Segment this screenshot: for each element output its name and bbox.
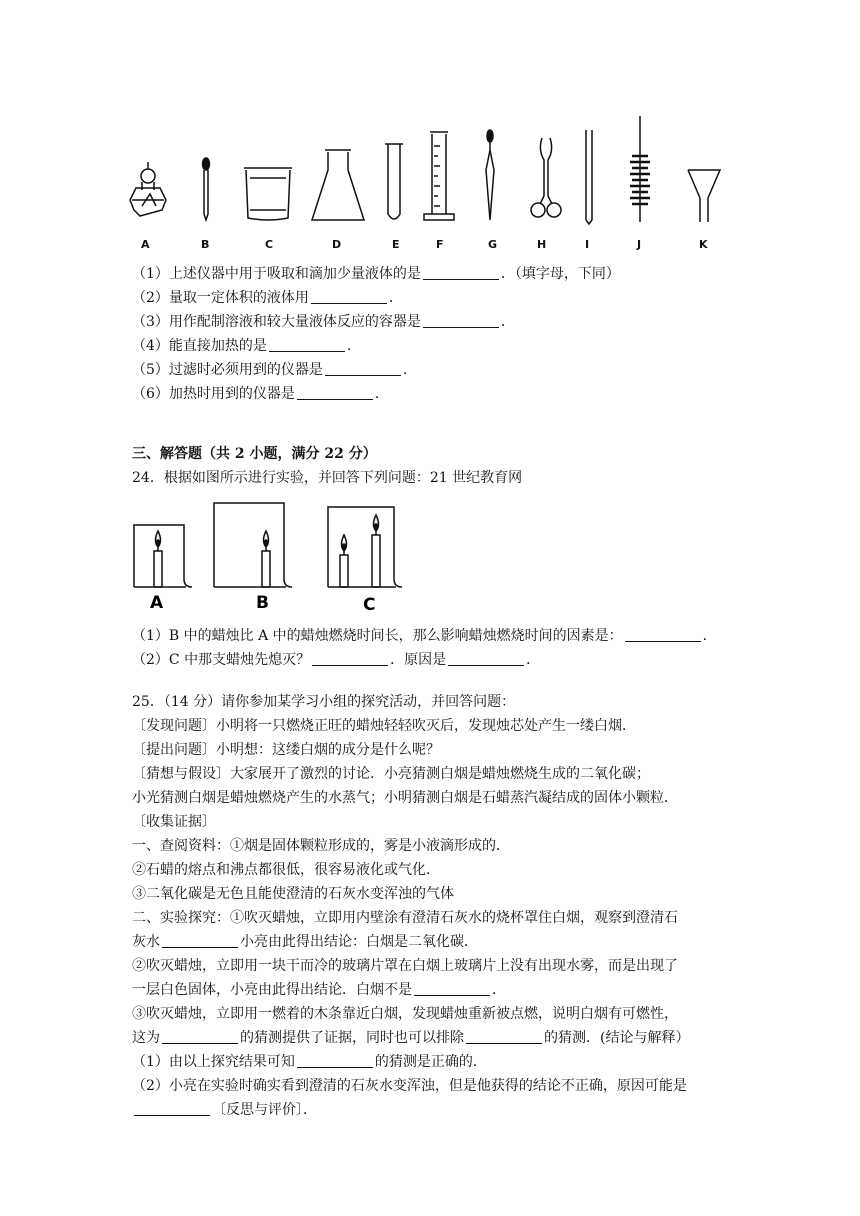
answer-blank[interactable] (297, 1053, 373, 1068)
apparatus-label-j: J (637, 238, 642, 251)
answer-blank[interactable] (423, 313, 499, 328)
lab-apparatus-figure (120, 110, 740, 260)
q25-line: 一层白色固体，小亮由此得出结论．白烟不是 ． (132, 982, 506, 998)
figure-label-a: A (150, 593, 164, 613)
answer-blank[interactable] (162, 1029, 238, 1044)
q25-line: ②吹灭蜡烛，立即用一块干而冷的玻璃片罩在白烟上玻璃片上没有出现水雾，而是出现了 (132, 958, 678, 974)
answer-blank[interactable] (423, 265, 499, 280)
apparatus-label-g: G (488, 238, 498, 251)
answer-blank[interactable] (414, 981, 490, 996)
q23-item-3: （3）用作配制溶液和较大量液体反应的容器是 ． (132, 314, 515, 330)
q25-line: 〔猜想与假设〕大家展开了激烈的讨论．小亮猜测白烟是蜡烛燃烧生成的二氧化碳； (132, 766, 650, 782)
q23-item-1: （1）上述仪器中用于吸取和滴加少量液体的是 ．（填字母，下同） (132, 266, 620, 282)
q23-item-6: （6）加热时用到的仪器是 ． (132, 386, 389, 402)
q25-line: 灰水 小亮由此得出结论：白烟是二氧化碳． (132, 934, 478, 950)
answer-blank[interactable] (134, 1101, 210, 1116)
beaker-icon (244, 168, 292, 220)
q24-stem: 24．根据如图所示进行实验，并回答下列问题：21 世纪教育网 (132, 470, 523, 486)
answer-blank[interactable] (311, 289, 387, 304)
q23-item-2: （2）量取一定体积的液体用 ． (132, 290, 403, 306)
answer-blank[interactable] (297, 385, 373, 400)
apparatus-label-k: K (699, 238, 708, 251)
answer-blank[interactable] (325, 361, 401, 376)
apparatus-label-c: C (265, 238, 274, 251)
q25-line: 〔收集证据〕 (132, 814, 216, 830)
q25-line: 〔发现问题〕小明将一只燃烧正旺的蜡烛轻轻吹灭后，发现烛芯处产生一缕白烟． (132, 718, 636, 734)
q23-item-4: （4）能直接加热的是 ． (132, 338, 361, 354)
q25-line: 〔反思与评价〕． (132, 1100, 317, 1120)
q25-line: 〔提出问题〕小明想：这缕白烟的成分是什么呢？ (132, 742, 440, 758)
answer-blank[interactable] (448, 651, 524, 666)
q25-line: 小光猜测白烟是蜡烛燃烧产生的水蒸气；小明猜测白烟是石蜡蒸汽凝结成的固体小颗粒． (132, 790, 678, 806)
q25-line: ③吹灭蜡烛，立即用一燃着的木条靠近白烟，发现蜡烛重新被点燃，说明白烟有可燃性， (132, 1006, 678, 1022)
stirring-rod-icon (586, 130, 592, 224)
answer-blank[interactable] (625, 627, 701, 642)
q24-answer-2: （2）C 中那支蜡烛先熄灭？ ．原因是 ． (132, 652, 541, 668)
q25-line: 一、查阅资料：①烟是固体颗粒形成的，雾是小液滴形成的． (132, 838, 510, 854)
apparatus-label-b: B (201, 238, 210, 251)
q25-line: 这为 的猜测提供了证据，同时也可以排除 的猜测．(结论与解释） (132, 1030, 690, 1046)
q25-line: ②石蜡的熔点和沸点都很低，很容易液化或气化． (132, 862, 440, 878)
pipette-icon (486, 130, 494, 220)
crucible-tongs-icon (531, 138, 561, 217)
graduated-cylinder-icon (424, 132, 454, 220)
answer-blank[interactable] (269, 337, 345, 352)
apparatus-label-h: H (537, 238, 547, 251)
test-tube-icon (385, 144, 403, 219)
apparatus-label-d: D (332, 238, 342, 251)
figure-label-b: B (256, 593, 269, 613)
jar-a-icon (134, 525, 192, 587)
jar-c-icon (328, 507, 402, 587)
answer-blank[interactable] (312, 651, 388, 666)
q25-line: 二、实验探究：①吹灭蜡烛，立即用内壁涂有澄清石灰水的烧杯罩住白烟，观察到澄清石 (132, 910, 678, 926)
q25-line: ③二氧化碳是无色且能使澄清的石灰水变浑浊的气体 (132, 886, 454, 902)
conical-flask-icon (312, 150, 364, 220)
section-title: 三、解答题（共 2 小题，满分 22 分） (132, 446, 377, 462)
q25-stem: 25．（14 分）请你参加某学习小组的探究活动，并回答问题： (132, 694, 516, 710)
apparatus-label-e: E (392, 238, 400, 251)
dropper-icon (203, 158, 210, 220)
alcohol-lamp-icon (130, 162, 166, 216)
figure-label-c: C (363, 595, 376, 615)
answer-blank[interactable] (162, 933, 238, 948)
q25-line: （2）小亮在实验时确实看到澄清的石灰水变浑浊，但是他获得的结论不正确，原因可能是 (132, 1078, 687, 1094)
jar-b-icon (214, 503, 292, 587)
apparatus-label-a: A (141, 238, 150, 251)
candle-experiment-figure (130, 495, 420, 620)
test-tube-brush-icon (630, 116, 650, 222)
q25-line: （1）由以上探究结果可知 的猜测是正确的． (132, 1054, 487, 1070)
apparatus-label-i: I (585, 238, 590, 251)
q23-item-5: （5）过滤时必须用到的仪器是 ． (132, 362, 417, 378)
answer-blank[interactable] (466, 1029, 542, 1044)
funnel-icon (688, 170, 720, 222)
q24-answer-1: （1）B 中的蜡烛比 A 中的蜡烛燃烧时间长，那么影响蜡烛燃烧时间的因素是： ． (132, 628, 717, 644)
apparatus-label-f: F (436, 238, 444, 251)
